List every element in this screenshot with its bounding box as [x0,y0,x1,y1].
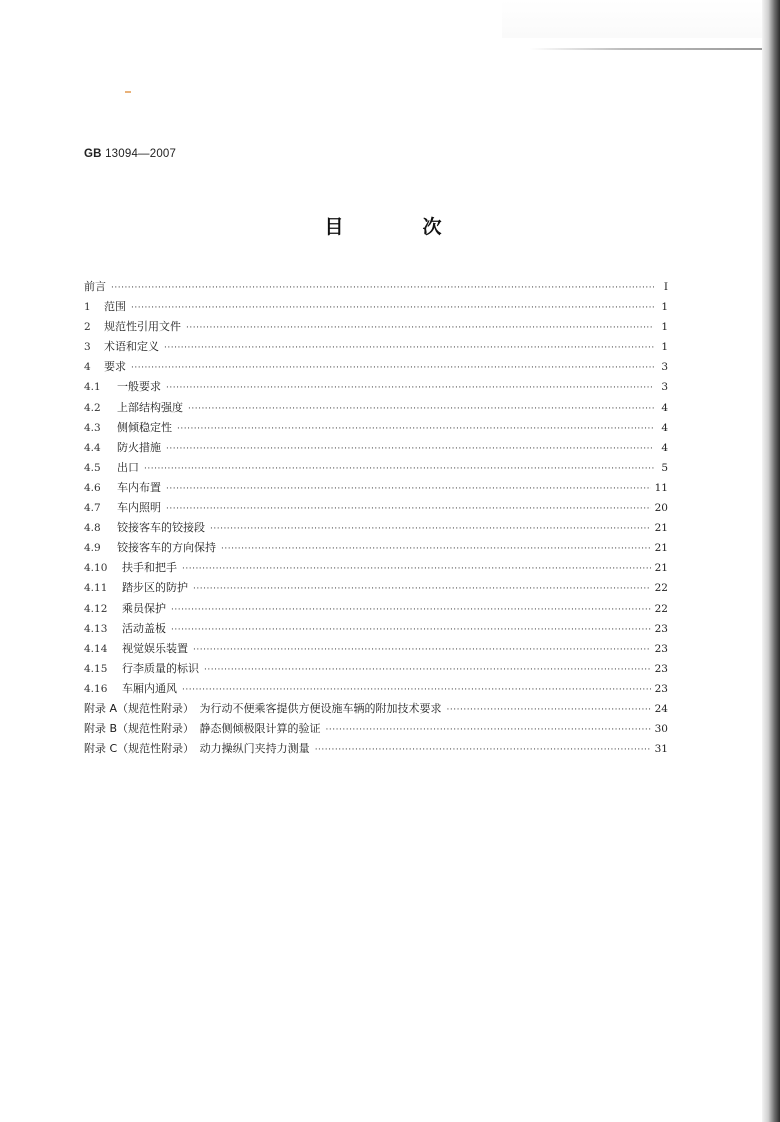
toc-entry-page: 23 [654,642,668,655]
toc-entry-number: 3 [84,341,91,354]
toc-leader-dots [166,479,651,499]
toc-entry-page: 24 [654,702,668,715]
toc-entry[interactable] [84,558,668,578]
toc-entry-page: 1 [661,321,668,334]
toc-entry-number: 4.1 [84,381,101,394]
toc-entry-title: 踏步区的防护 [122,581,188,595]
toc-leader-dots [131,358,654,378]
toc-entry[interactable] [84,498,668,518]
toc-entry-page: 4 [661,441,668,454]
toc-entry-title: 上部结构强度 [117,400,183,414]
toc-leader-dots [204,660,651,680]
toc-entry-number: 4.8 [84,522,101,535]
toc-entry-title: 附录 B（规范性附录） 静态侧倾极限计算的验证 [84,722,321,736]
toc-entry-title: 出口 [117,460,139,474]
toc-leader-dots [166,439,654,459]
toc-entry-page: 3 [661,381,668,394]
toc-entry-page: I [663,281,668,293]
toc-entry[interactable] [84,317,668,337]
toc-entry-page: 22 [654,602,668,615]
toc-entry-page: 21 [654,522,668,535]
toc-entry-title: 术语和定义 [104,340,159,354]
toc-entry-title: 活动盖板 [122,621,166,635]
toc-entry-page: 3 [661,361,668,374]
toc-entry-title: 乘员保护 [122,601,166,615]
toc-entry-title: 要求 [104,360,126,374]
toc-entry[interactable] [84,538,668,558]
toc-entry-title: 范围 [104,300,126,314]
toc-entry-page: 11 [654,481,668,494]
toc-entry-page: 21 [654,562,668,575]
toc-entry-title: 附录 A（规范性附录） 为行动不便乘客提供方便设施车辆的附加技术要求 [84,701,442,715]
toc-leader-dots [182,559,651,579]
toc-entry-title: 车内布置 [117,480,161,494]
toc-entry[interactable] [84,699,668,719]
toc-leader-dots [166,499,651,519]
toc-entry-number: 4.2 [84,401,101,414]
toc-entry-number: 4.15 [84,662,108,675]
toc-entry[interactable] [84,659,668,679]
toc-entry-page: 4 [661,401,668,414]
standard-number: 13094—2007 [105,148,177,160]
toc-entry-page: 23 [654,622,668,635]
toc-leader-dots [210,519,651,539]
toc-entry[interactable] [84,377,668,397]
toc-leader-dots [221,539,651,559]
toc-entry[interactable] [84,297,668,317]
scan-artifact-top [502,0,762,38]
toc-entry-title: 铰接客车的方向保持 [117,541,216,555]
toc-entry-number: 4.13 [84,622,108,635]
toc-entry-page: 1 [661,341,668,354]
toc-leader-dots [111,278,654,298]
toc-entry-number: 4.3 [84,421,101,434]
toc-entry-title: 防火措施 [117,440,161,454]
toc-entry-number: 1 [84,301,91,314]
toc-entry-title: 铰接客车的铰接段 [117,521,205,535]
toc-entry[interactable] [84,578,668,598]
toc-entry-title: 扶手和把手 [122,561,177,575]
toc-leader-dots [171,620,651,640]
toc-leader-dots [131,298,654,318]
toc-leader-dots [182,680,651,700]
toc-leader-dots [186,318,654,338]
toc-entry-number: 4.11 [84,582,108,595]
toc-entry[interactable] [84,478,668,498]
toc-entry-title: 一般要求 [117,380,161,394]
toc-entry-title: 附录 C（规范性附录） 动力操纵门夹持力测量 [84,742,310,756]
toc-entry[interactable] [84,719,668,739]
toc-entry-number: 4.5 [84,461,101,474]
toc-entry-page: 30 [654,723,668,736]
toc-entry[interactable] [84,599,668,619]
table-of-contents [84,277,668,759]
toc-leader-dots [144,459,654,479]
scan-artifact-speck [125,91,131,93]
toc-leader-dots [188,399,654,419]
toc-entry-number: 2 [84,321,91,334]
toc-entry-title: 规范性引用文件 [104,320,181,334]
toc-entry-page: 21 [654,542,668,555]
toc-leader-dots [166,378,654,398]
toc-leader-dots [164,338,654,358]
toc-entry-number: 4.4 [84,441,101,454]
toc-entry-title: 视觉娱乐装置 [122,641,188,655]
toc-entry[interactable] [84,458,668,478]
toc-entry[interactable] [84,639,668,659]
toc-entry-number: 4.7 [84,502,101,515]
toc-entry-page: 23 [654,682,668,695]
toc-entry[interactable] [84,277,668,297]
toc-entry-title: 前言 [84,280,106,293]
toc-leader-dots [193,579,651,599]
toc-entry-title: 车内照明 [117,501,161,515]
toc-entry[interactable] [84,619,668,639]
toc-leader-dots [193,640,651,660]
toc-entry-number: 4.16 [84,682,108,695]
toc-entry-number: 4.9 [84,542,101,555]
toc-entry[interactable] [84,337,668,357]
toc-leader-dots [326,720,651,740]
toc-leader-dots [171,600,651,620]
toc-entry-number: 4.12 [84,602,108,615]
toc-entry[interactable] [84,679,668,699]
toc-entry-page: 5 [661,461,668,474]
toc-entry-title: 侧倾稳定性 [117,420,172,434]
toc-leader-dots [315,740,651,760]
toc-entry-page: 20 [654,502,668,515]
toc-entry[interactable] [84,438,668,458]
toc-entry[interactable] [84,398,668,418]
standard-prefix: GB [84,148,102,160]
toc-entry-number: 4.6 [84,481,101,494]
toc-leader-dots [177,419,654,439]
toc-entry[interactable] [84,739,668,759]
toc-entry-page: 23 [654,662,668,675]
toc-entry-page: 4 [661,421,668,434]
toc-entry[interactable] [84,418,668,438]
toc-entry[interactable] [84,518,668,538]
toc-entry-title: 车厢内通风 [122,681,177,695]
toc-entry-page: 22 [654,582,668,595]
page-title: 目 次 [324,216,472,238]
toc-entry[interactable] [84,357,668,377]
toc-entry-page: 31 [654,743,668,756]
scan-artifact-line [530,48,762,50]
toc-entry-number: 4 [84,361,91,374]
toc-entry-number: 4.14 [84,642,108,655]
document-identifier [84,148,176,160]
toc-leader-dots [447,700,651,720]
toc-entry-page: 1 [661,301,668,314]
toc-entry-title: 行李质量的标识 [122,661,199,675]
scan-page-edge [762,0,780,1122]
toc-entry-number: 4.10 [84,562,108,575]
